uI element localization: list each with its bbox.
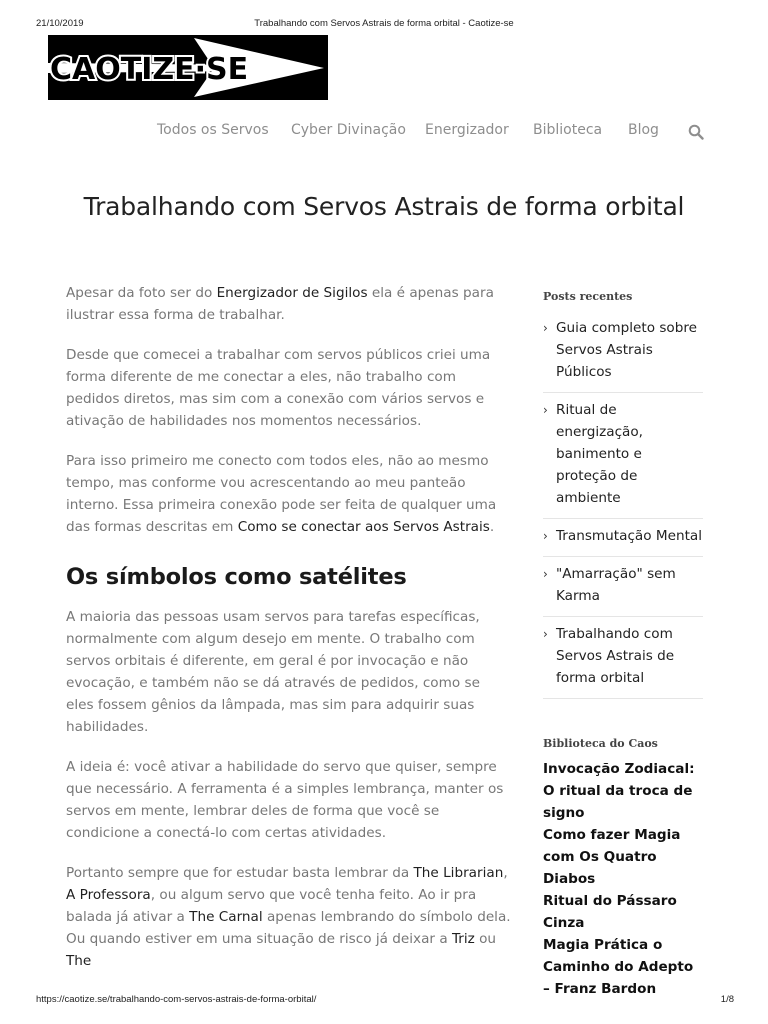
print-url: https://caotize.se/trabalhando-com-servos-astrais-de-forma-orbital/ [36,994,317,1005]
recent-post-item[interactable] [543,393,703,519]
text: Para isso primeiro me conecto com todos eles, não ao mesmo tempo, mas conforme vou acrescentando ao meu panteão interno. Essa primeira conexão pode ser feita de qualquer uma das formas descritas em [66,453,497,535]
section-heading: Os símbolos como satélites [66,564,407,590]
nav-biblioteca[interactable]: Biblioteca [533,122,603,138]
biblioteca-link[interactable]: Invocação Zodiacal: O ritual da troca de signo [543,761,695,821]
sidebar [543,290,703,1000]
recent-post-label: Trabalhando com Servos Astrais de forma orbital [556,626,675,686]
logo-graphic [48,35,328,100]
recent-post-label: Transmutação Mental [556,528,703,544]
nav-blog[interactable]: Blog [628,122,659,138]
main-nav [0,122,768,144]
print-footer [0,994,768,1008]
recent-post-item[interactable] [543,519,703,557]
biblioteca-link[interactable]: Ritual do Pássaro Cinza [543,893,677,931]
biblioteca-link[interactable]: Como fazer Magia com Os Quatro Diabos [543,827,681,887]
chevron-right-icon: › [543,627,548,641]
paragraph [66,862,511,972]
link-the-carnal[interactable]: The Carnal [189,909,263,925]
paragraph: Desde que comecei a trabalhar com servos públicos criei uma forma diferente de me conectar a eles, não trabalho com pedidos diretos, mas sim com a conexão com vários servos e ativação de habilidades nos momentos necessários. [66,347,491,429]
text: Apesar da foto ser do [66,285,217,301]
link-triz[interactable]: Triz [451,931,475,947]
print-date: 21/10/2019 [36,18,84,29]
recent-post-label: "Amarração" sem Karma [556,566,676,604]
recent-post-item[interactable] [543,311,703,393]
text: , ou algum servo que você tenha feito. Ao ir pra balada já ativar a [66,887,477,925]
paragraph [66,282,511,326]
biblioteca-title: Biblioteca do Caos [543,737,658,750]
paragraph: A maioria das pessoas usam servos para tarefas específicas, normalmente com algum desejo em mente. O trabalho com servos orbitais é diferente, em geral é por invocação e não evocação, e também não se dá através de pedidos, como se eles fossem gênios da lâmpada, mas sim para adquirir suas habilidades. [66,609,480,735]
link-como-se-conectar[interactable]: Como se conectar aos Servos Astrais [237,519,490,535]
biblioteca-widget [543,737,703,1000]
recent-posts-title: Posts recentes [543,290,633,303]
link-energizador-de-sigilos[interactable]: Energizador de Sigilos [216,285,368,301]
print-header [0,18,768,32]
text: ou [474,931,497,947]
nav-todos-os-servos[interactable]: Todos os Servos [157,122,269,138]
link-the-librarian[interactable]: The Librarian [413,865,504,881]
chevron-right-icon: › [543,321,548,335]
page-title: Trabalhando com Servos Astrais de forma orbital [83,192,685,221]
paragraph: A ideia é: você ativar a habilidade do servo que quiser, sempre que necessário. A ferramenta é a simples lembrança, manter os servos em mente, lembrar deles de forma que você se condicione a conectá-lo com certas atividades. [66,759,504,841]
recent-post-item[interactable] [543,617,703,699]
search-icon[interactable] [688,124,704,144]
chevron-right-icon: › [543,567,548,581]
text: ela é apenas para ilustrar essa forma de trabalhar. [66,285,494,323]
text: , [503,865,508,881]
nav-cyber-divinacao[interactable]: Cyber Divinação [291,122,406,138]
print-page-number: 1/8 [720,994,734,1005]
text: . [489,519,495,535]
logo-text: CAOTIZE·SE [50,52,249,87]
link-the[interactable]: The [66,953,92,969]
recent-post-label: Ritual de energização, banimento e proteção de ambiente [556,402,644,506]
article-content [66,282,511,990]
recent-post-label: Guia completo sobre Servos Astrais Públicos [556,320,698,380]
chevron-right-icon: › [543,403,548,417]
site-logo[interactable] [48,35,328,100]
nav-energizador[interactable]: Energizador [425,122,509,138]
print-doc-title: Trabalhando com Servos Astrais de forma orbital - Caotize-se [254,18,514,29]
biblioteca-link[interactable]: Magia Prática o Caminho do Adepto – Franz Bardon [543,937,694,997]
paragraph [66,450,511,538]
link-a-professora[interactable]: A Professora [66,887,151,903]
recent-post-item[interactable] [543,557,703,617]
chevron-right-icon: › [543,529,548,543]
text: apenas lembrando do símbolo dela. Ou quando estiver em uma situação de risco já deixar a [66,909,511,947]
recent-posts-list [543,311,703,699]
text: Portanto sempre que for estudar basta lembrar da [66,865,414,881]
